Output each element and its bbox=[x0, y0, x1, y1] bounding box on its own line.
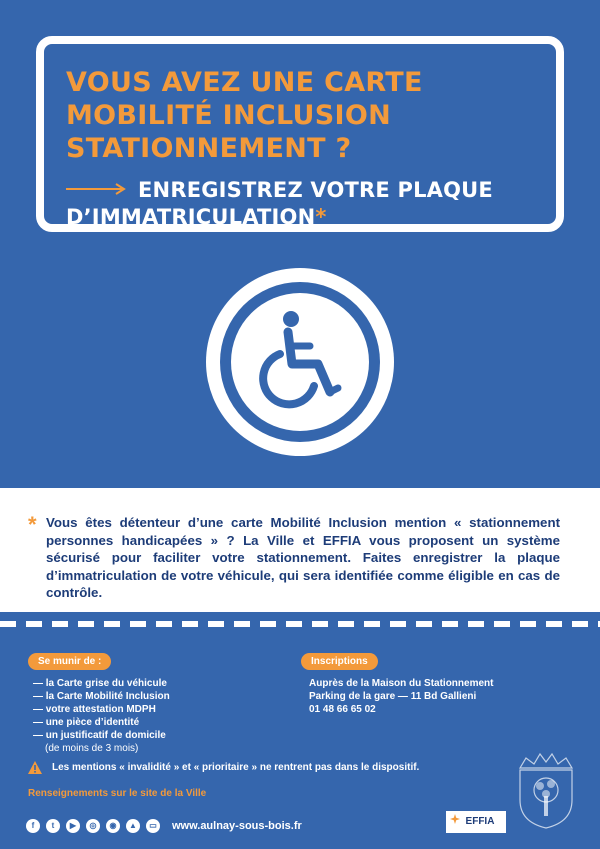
address-line: Auprès de la Maison du Stationnement bbox=[309, 678, 494, 689]
documents-list bbox=[33, 677, 170, 755]
list-item: — votre attestation MDPH bbox=[33, 704, 156, 715]
inscriptions-address bbox=[309, 677, 493, 716]
headline-question: VOUS AVEZ UNE CARTE MOBILITÉ INCLUSION STATIONNEMENT ? bbox=[66, 67, 423, 164]
social-icons bbox=[26, 819, 166, 833]
effia-label: EFFIA bbox=[465, 816, 495, 827]
list-item: — une pièce d’identité bbox=[33, 717, 140, 728]
documents-label: Se munir de : bbox=[28, 653, 111, 670]
app-icon[interactable]: ▲ bbox=[126, 819, 140, 833]
instruction-asterisk: * bbox=[315, 205, 327, 229]
dashed-divider bbox=[0, 621, 600, 627]
youtube-icon[interactable]: ▶ bbox=[66, 819, 80, 833]
tv-icon[interactable]: ▭ bbox=[146, 819, 160, 833]
city-crest-icon bbox=[514, 750, 578, 832]
arrow-right-icon bbox=[66, 182, 130, 196]
info-asterisk: * bbox=[28, 512, 37, 537]
info-band bbox=[0, 488, 600, 612]
twitter-icon[interactable]: t bbox=[46, 819, 60, 833]
website-link[interactable]: www.aulnay-sous-bois.fr bbox=[172, 820, 302, 832]
effia-logo bbox=[446, 811, 506, 833]
info-text: Vous êtes détenteur d’une carte Mobilité Inclusion mention « stationnement personnes handicapées » ? La Ville et EFFIA vous proposent un système sécurisé pour faciliter votre stationnement. Faites enregistrer la plaque d’immatriculation de votre véhicule, qui sera identifiée comme éligible en cas de contrôle. bbox=[46, 515, 560, 600]
headline-instruction bbox=[66, 177, 546, 231]
wheelchair-icon bbox=[206, 268, 394, 456]
facebook-icon[interactable]: f bbox=[26, 819, 40, 833]
phone-number: 01 48 66 65 02 bbox=[309, 704, 376, 715]
effia-star-icon bbox=[450, 814, 460, 824]
warning-icon bbox=[28, 761, 42, 774]
warning-text: Les mentions « invalidité » et « prioritaire » ne rentrent pas dans le dispositif. bbox=[52, 762, 420, 773]
list-item: — la Carte grise du véhicule bbox=[33, 678, 167, 689]
list-item: — un justificatif de domicile bbox=[33, 730, 166, 741]
documents-note: (de moins de 3 mois) bbox=[45, 743, 139, 754]
warning-row bbox=[28, 761, 419, 774]
headline-box bbox=[36, 36, 564, 232]
wheelchair-symbol bbox=[206, 268, 394, 456]
inscriptions-label: Inscriptions bbox=[301, 653, 378, 670]
podcast-icon[interactable]: ◉ bbox=[106, 819, 120, 833]
address-line: Parking de la gare — 11 Bd Gallieni bbox=[309, 691, 477, 702]
website-note: Renseignements sur le site de la Ville bbox=[28, 788, 207, 799]
instruction-text: ENREGISTREZ VOTRE PLAQUE D’IMMATRICULATION bbox=[66, 178, 493, 229]
instagram-icon[interactable]: ◎ bbox=[86, 819, 100, 833]
list-item: — la Carte Mobilité Inclusion bbox=[33, 691, 170, 702]
